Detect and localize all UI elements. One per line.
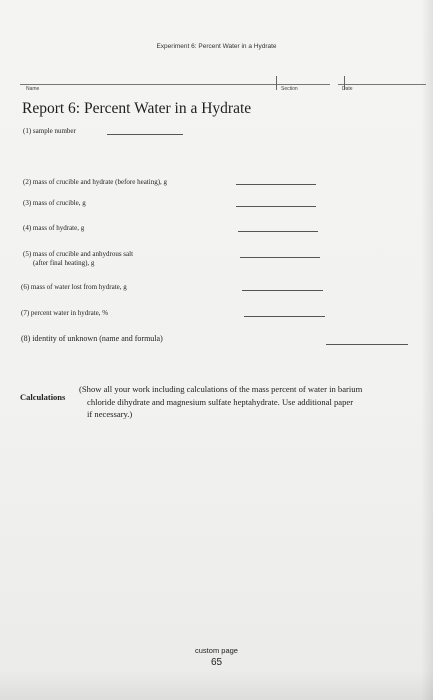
report-title: Report 6: Percent Water in a Hydrate — [22, 100, 252, 117]
answer-blank-hydrate-mass[interactable] — [238, 231, 318, 232]
date-label: Date — [342, 86, 353, 92]
answer-blank-crucible-hydrate-mass[interactable] — [236, 184, 316, 185]
experiment-header: Experiment 6: Percent Water in a Hydrate — [156, 43, 277, 50]
calculations-line-3: if necessary.) — [87, 409, 133, 419]
section-blank[interactable] — [268, 84, 330, 85]
answer-blank-crucible-anhydrous-mass[interactable] — [240, 257, 320, 258]
answer-blank-crucible-mass[interactable] — [236, 206, 316, 207]
page-bottom-shadow — [0, 670, 433, 700]
calculations-line-2: chloride dihydrate and magnesium sulfate heptahydrate. Use additional paper — [87, 396, 354, 407]
section-divider — [276, 76, 277, 90]
calculations-work-area[interactable] — [79, 418, 421, 638]
calculations-instructions — [79, 383, 431, 421]
question-hydrate-mass: (4) mass of hydrate, g — [23, 224, 85, 232]
answer-blank-unknown-identity[interactable] — [326, 344, 408, 345]
question-water-lost: (6) mass of water lost from hydrate, g — [21, 283, 127, 291]
calculations-line-1: (Show all your work including calculations of the mass percent of water in barium — [79, 384, 363, 394]
question-unknown-identity: (8) identity of unknown (name and formula) — [21, 334, 163, 343]
question-crucible-hydrate-mass: (2) mass of crucible and hydrate (before heating), g — [23, 178, 168, 186]
question-sample-number: (1) sample number — [23, 127, 76, 135]
calculations-heading: Calculations — [20, 392, 66, 402]
question-crucible-mass: (3) mass of crucible, g — [23, 199, 86, 207]
page-edge-shadow — [421, 0, 433, 700]
name-label: Name — [26, 86, 40, 92]
answer-blank-sample-number[interactable] — [107, 134, 183, 135]
date-blank[interactable] — [338, 84, 426, 85]
question-crucible-anhydrous-mass: (5) mass of crucible and anhydrous salt — [23, 250, 134, 258]
footer-custom-page: custom page — [195, 646, 238, 655]
section-label: Section — [281, 86, 298, 92]
question-percent-water: (7) percent water in hydrate, % — [21, 309, 109, 317]
answer-blank-percent-water[interactable] — [244, 316, 325, 317]
name-blank[interactable] — [20, 84, 282, 85]
answer-blank-water-lost[interactable] — [242, 290, 323, 291]
question-crucible-anhydrous-mass-cont: (after final heating), g — [33, 259, 95, 267]
footer-page-number: 65 — [210, 657, 223, 668]
